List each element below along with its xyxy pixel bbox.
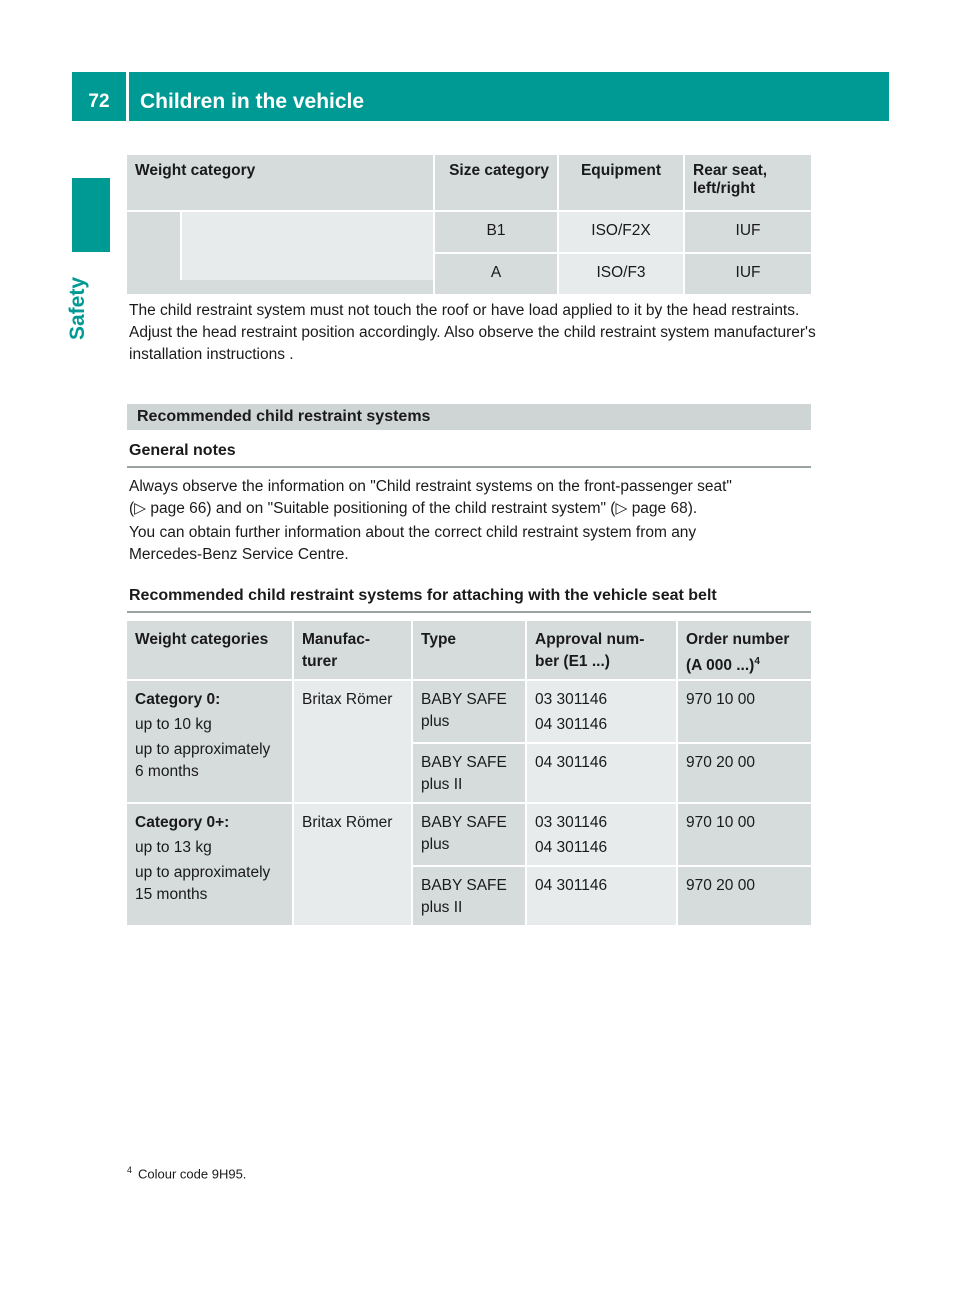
notes-paragraph-1: Always observe the information on "Child restraint systems on the front-passenger seat" (▷ page 66) and on "Suitable positioning of the child restraint system" (▷ page 68). (129, 478, 732, 517)
restraint-note-paragraph: The child restraint system must not touch the roof or have load applied to it by the head restraints. Adjust the head restraint position accordingly. Also observe the child restraint system manufacturer's installation instructions . (129, 302, 816, 363)
table-header-row (127, 621, 811, 680)
cell-size: B1 (434, 211, 558, 253)
col-order-number: Order number (A 000 ...)$^4$ (677, 621, 811, 680)
divider (127, 611, 811, 613)
header-divider (126, 72, 129, 121)
divider (127, 466, 811, 468)
col-approval-number: Approval num- ber (E1 ...) (526, 621, 677, 680)
approval-cell: 04 301146 (526, 743, 677, 803)
page-title: Children in the vehicle (140, 90, 365, 113)
manufacturer-cell: Britax Römer (293, 680, 412, 803)
belt-systems-heading: Recommended child restraint systems for attaching with the vehicle seat belt (129, 587, 717, 604)
table-row (127, 680, 811, 743)
page-number: 72 (88, 91, 110, 112)
cell-rear-seat: IUF (684, 211, 811, 253)
type-cell: BABY SAFE plus (412, 803, 526, 866)
table-header-row (127, 155, 811, 211)
col-weight-categories: Weight categories (127, 621, 293, 680)
order-cell: 970 10 00 (677, 680, 811, 743)
order-cell: 970 10 00 (677, 803, 811, 866)
col-manufacturer: Manufac- turer (293, 621, 412, 680)
footnote: $^4$ Colour code 9H95. (127, 1165, 247, 1182)
table-row (127, 211, 811, 253)
col-equipment: Equipment (558, 155, 684, 211)
col-size-category: Size category (434, 155, 558, 211)
weight-category-cell: Category 0+: up to 13 kg up to approximately 15 months (127, 803, 293, 925)
approval-cell: 04 301146 (526, 866, 677, 925)
section-heading: Recommended child restraint systems (137, 408, 431, 425)
col-weight-category: Weight category (127, 155, 434, 211)
col-rear-seat: Rear seat, left/right (684, 155, 811, 211)
type-cell: BABY SAFE plus II (412, 743, 526, 803)
order-cell: 970 20 00 (677, 866, 811, 925)
order-cell: 970 20 00 (677, 743, 811, 803)
size-category-table (127, 155, 811, 294)
cell-equipment: ISO/F2X (558, 211, 684, 253)
side-tab-marker (72, 178, 110, 252)
notes-paragraph-2: You can obtain further information about the correct child restraint system from any Mercedes-Benz Service Centre. (129, 524, 697, 563)
manufacturer-cell: Britax Römer (293, 803, 412, 925)
approval-cell: 03 301146 04 301146 (526, 803, 677, 866)
cell-equipment: ISO/F3 (558, 253, 684, 294)
general-notes-heading: General notes (129, 442, 236, 459)
cell-size: A (434, 253, 558, 294)
type-cell: BABY SAFE plus (412, 680, 526, 743)
cell-rear-seat: IUF (684, 253, 811, 294)
table-row (127, 803, 811, 866)
approval-cell: 03 301146 04 301146 (526, 680, 677, 743)
recommended-systems-table (127, 621, 811, 925)
merged-weight-cell (127, 211, 434, 294)
weight-category-cell: Category 0: up to 10 kg up to approximately 6 months (127, 680, 293, 803)
side-section-label: Safety (66, 276, 89, 340)
type-cell: BABY SAFE plus II (412, 866, 526, 925)
col-type: Type (412, 621, 526, 680)
